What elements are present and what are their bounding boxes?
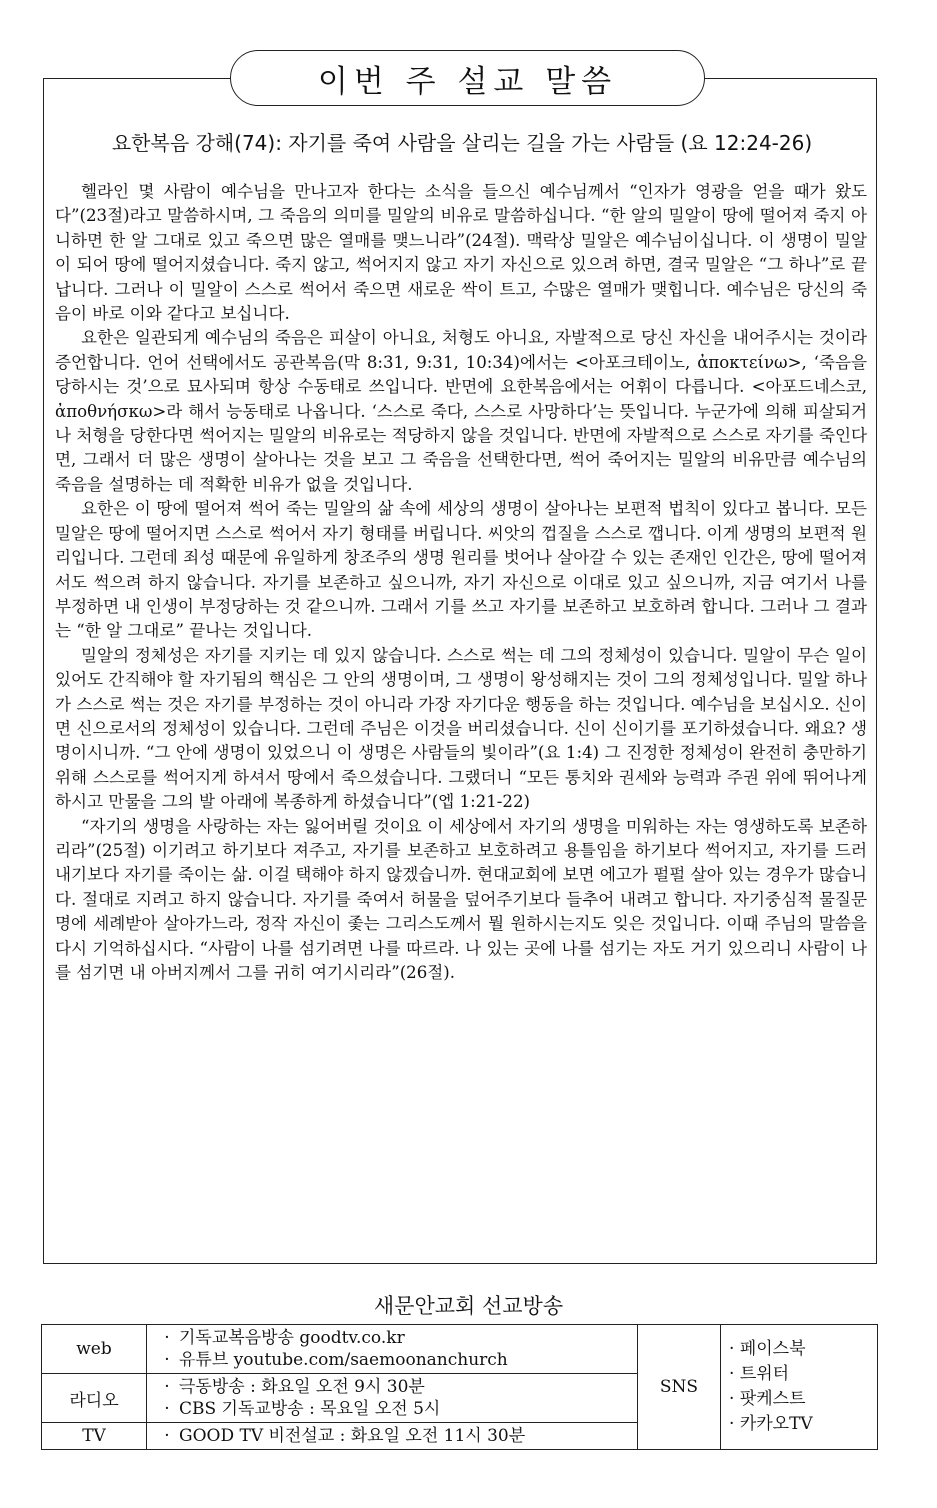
sns-item: · 페이스북 [729,1337,869,1362]
paragraph: 요한은 이 땅에 떨어져 썩어 죽는 밀알의 삶 속에 세상의 생명이 살아나는 보편적 법칙이 있다고 봅니다. 모든 밀알은 땅에 떨어지면 스스로 썩어서 자기 형태를 버립니다. 씨앗의 껍질을 스스로 깹니다. 이게 생명의 보편적 원리입니다. 그런데 죄성 때문에 유일하게 창조주의 생명 원리를 벗어나 살아갈 수 있는 존재인 인간은, 땅에 떨어져서도 썩으려 하지 않습니다. 자기를 보존하고 싶으니까, 자기 자신으로 이대로 있고 싶으니까, 지금 여기서 나를 부정하면 내 인생이 부정당하는 것 같으니까. 그래서 기를 쓰고 자기를 보존하고 보호하려 합니다. 그러나 그 결과는 “한 알 그대로” 끝나는 것입니다. [55,499,867,641]
list-item: · CBS 기독교방송 : 목요일 오전 5시 [155,1398,629,1420]
paragraph: “자기의 생명을 사랑하는 자는 잃어버릴 것이요 이 세상에서 자기의 생명을 미워하는 자는 영생하도록 보존하리라”(25절) 이기려고 하기보다 져주고, 자기를 보존하고 보호하려고 용틀임을 하기보다 썩어지고, 자기를 드러내기보다 자기를 죽이는 삶. 이걸 택해야 하지 않겠습니까. 현대교회에 보면 에고가 펄펄 살아 있는 경우가 많습니다. 절대로 지려고 하지 않습니다. 자기를 죽여서 허물을 덮어주기보다 들추어 내려고 합니다. 자기중심적 물질문명에 세례받아 살아가느라, 정작 자신이 좇는 그리스도께서 뭘 원하시는지도 잊은 것입니다. 이때 주님의 말씀을 다시 기억하십시다. “사람이 나를 섬기려면 나를 따르라. 나 있는 곳에 나를 섬기는 자도 거기 있으리니 사람이 나를 섬기면 내 아버지께서 그를 귀히 여기시리라”(26절). [55,816,867,982]
sns-item: · 트위터 [729,1362,869,1387]
sermon-subtitle: 요한복음 강해(74): 자기를 죽여 사람을 살리는 길을 가는 사람들 (요 12:24-26) [111,131,813,155]
sns-label: SNS [638,1325,721,1450]
sns-item: · 카카오TV [729,1412,869,1437]
broadcast-table [41,1324,878,1450]
row-items [147,1325,638,1374]
broadcast-title: 새문안교회 선교방송 [373,1294,564,1318]
row-label-radio: 라디오 [42,1374,147,1423]
list-item: · 기독교복음방송 goodtv.co.kr [155,1327,629,1349]
row-items [147,1374,638,1423]
paragraph: 밀알의 정체성은 자기를 지키는 데 있지 않습니다. 스스로 썩는 데 그의 정체성이 있습니다. 밀알이 무슨 일이 있어도 간직해야 할 자기됨의 핵심은 그 안의 생명이며, 그 생명이 왕성해지는 것이 그의 정체성입니다. 밀알 하나가 스스로 썩는 것은 자기를 부정하는 것이 아니라 가장 자기다운 행동을 하는 것입니다. 예수님을 보십시오. 신이면 신으로서의 정체성이 있습니다. 그런데 주님은 이것을 버리셨습니다. 신이 신이기를 포기하셨습니다. 왜요? 생명이시니까. “그 안에 생명이 있었으니 이 생명은 사람들의 빛이라”(요 1:4) 그 진정한 정체성이 완전히 충만하기 위해 스스로를 썩어지게 하셔서 땅에서 죽으셨습니다. 그랬더니 “모든 통치와 권세와 능력과 주권 위에 뛰어나게 하시고 만물을 그의 발 아래에 복종하게 하셨습니다”(엡 1:21-22) [55,645,867,812]
sns-list [721,1325,878,1450]
row-label-web: web [42,1325,147,1374]
table-row [42,1325,878,1374]
sns-item: · 팟케스트 [729,1387,869,1412]
list-item: · GOOD TV 비전설교 : 화요일 오전 11시 30분 [155,1425,629,1447]
list-item: · 유튜브 youtube.com/saemoonanchurch [155,1349,629,1371]
row-items [147,1423,638,1450]
paragraph: 헬라인 몇 사람이 예수님을 만나고자 한다는 소식을 들으신 예수님께서 “인자가 영광을 얻을 때가 왔도다”(23절)라고 말씀하시며, 그 죽음의 의미를 밀알의 비유로 말씀하십니다. “한 알의 밀알이 땅에 떨어져 죽지 아니하면 한 알 그대로 있고 죽으면 많은 열매를 맺느니라”(24절). 맥락상 밀알은 예수님이십니다. 이 생명이 밀알이 되어 땅에 떨어지셨습니다. 죽지 않고, 썩어지지 않고 자기 자신으로 있으려 하면, 결국 밀알은 “그 하나”로 끝납니다. 그러나 이 밀알이 스스로 썩어서 죽으면 새로운 싹이 트고, 수많은 열매가 맺힙니다. 예수님은 당신의 죽음이 바로 이와 같다고 보십니다. [55,182,867,324]
page-title: 이번 주 설교 말씀 [230,50,705,106]
row-label-tv: TV [42,1423,147,1450]
list-item: · 극동방송 : 화요일 오전 9시 30분 [155,1376,629,1398]
sermon-body [55,180,867,985]
paragraph: 요한은 일관되게 예수님의 죽음은 피살이 아니요, 처형도 아니요, 자발적으로 당신 자신을 내어주시는 것이라 증언합니다. 언어 선택에서도 공관복음(막 8:31, 9:31, 10:34)에서는 <아포크테이노, ἀποκτείνω>, ‘죽음을 당하시는 것’으로 묘사되며 항상 수동태로 쓰입니다. 반면에 요한복음에서는 어휘이 다릅니다. <아포드네스코, ἀποθνήσκω>라 해서 능동태로 나옵니다. ‘스스로 죽다, 스스로 사망하다’는 뜻입니다. 누군가에 의해 피살되거나 처형을 당한다면 썩어지는 밀알의 비유로는 적당하지 않을 것입니다. 반면에 자발적으로 스스로 자기를 죽인다면, 그래서 더 많은 생명이 살아나는 것을 보고 그 죽음을 선택한다면, 썩어 죽어지는 밀알의 비유만큼 예수님의 죽음을 설명하는 데 적확한 비유가 없을 것입니다. [55,328,867,494]
